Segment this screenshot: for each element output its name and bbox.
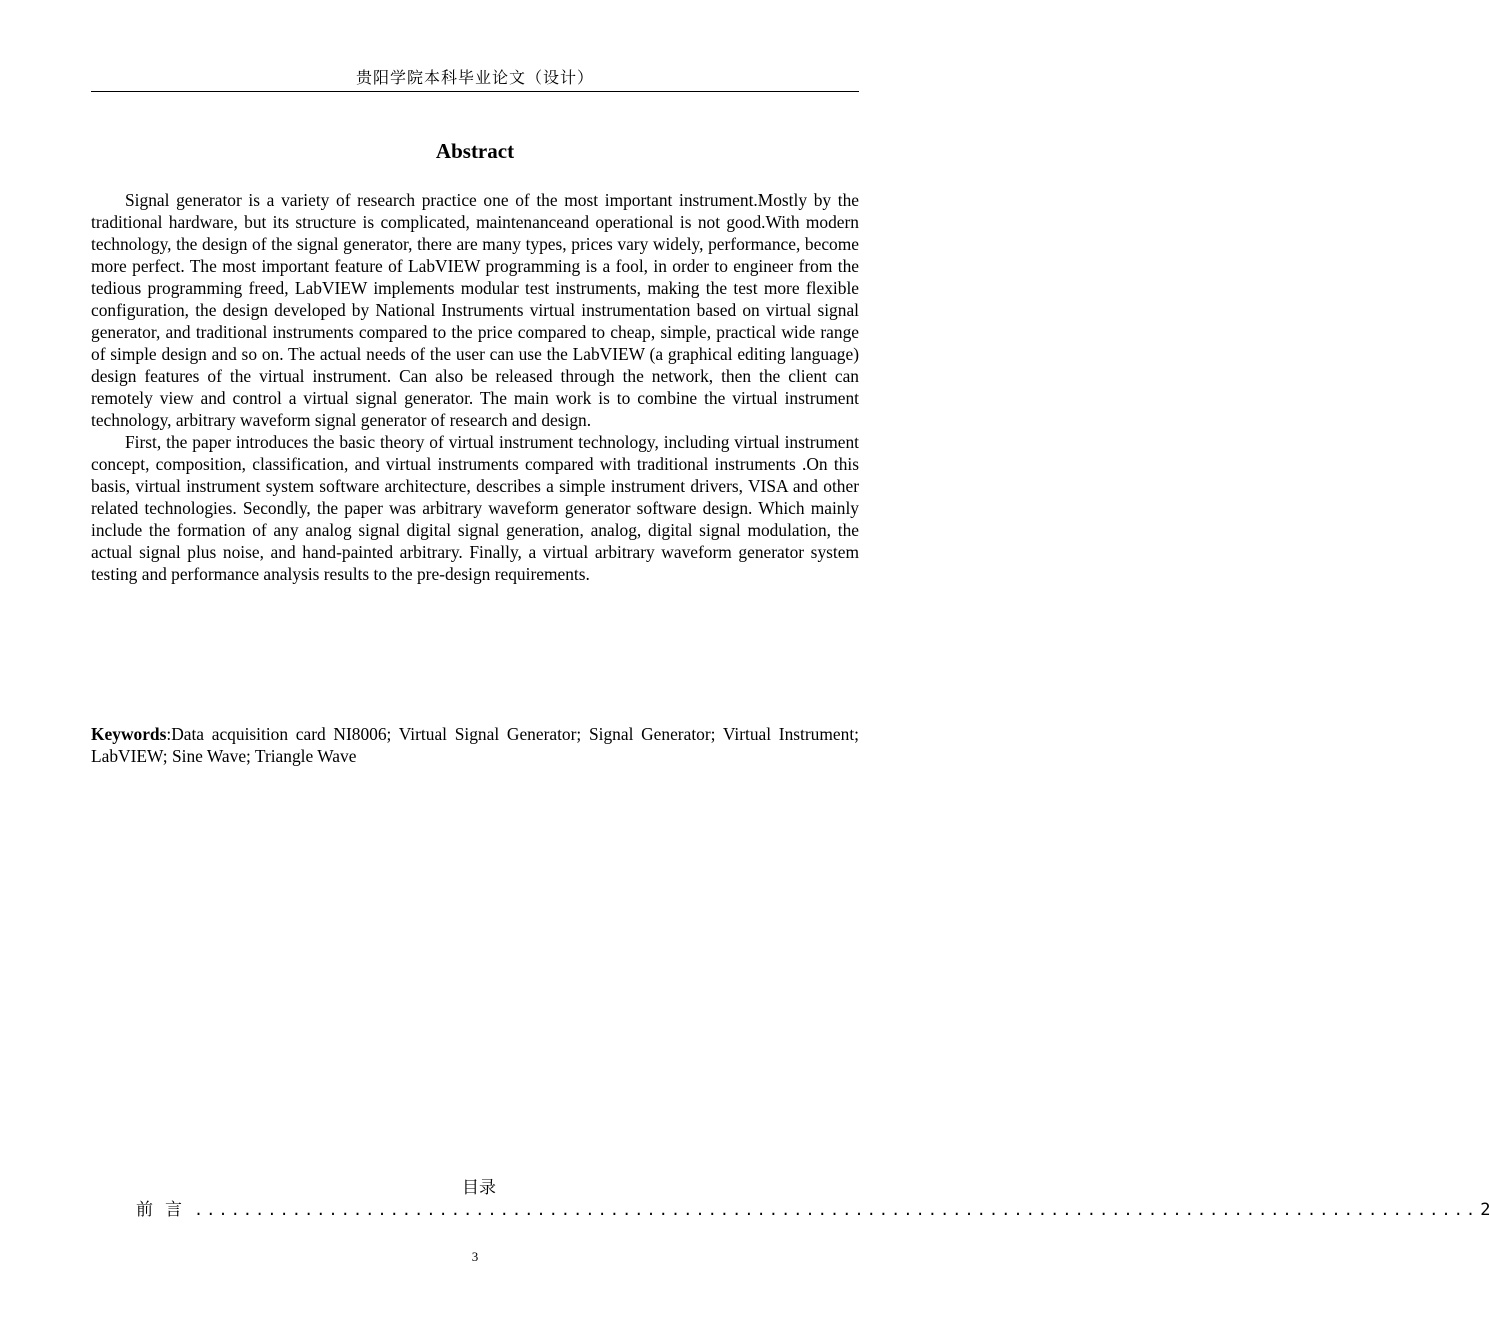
toc-entry-page: 2 bbox=[1480, 1200, 1490, 1220]
running-header: 贵阳学院本科毕业论文（设计） bbox=[355, 68, 594, 87]
toc-leader-dots: ......................................................................................................... bbox=[194, 1201, 1479, 1219]
keywords-text: :Data acquisition card NI8006; Virtual Signal Generator; Signal Generator; Virtual Instrument; LabVIEW; Sine Wave; Triangle Wave bbox=[91, 724, 859, 766]
page-number: 3 bbox=[471, 1249, 479, 1264]
header-divider bbox=[91, 91, 859, 92]
keywords-label: Keywords bbox=[91, 724, 167, 744]
toc-entry-preface[interactable] bbox=[136, 1198, 1490, 1222]
toc-title: 目录 bbox=[462, 1178, 496, 1198]
abstract-title: Abstract bbox=[435, 139, 515, 163]
keywords-section bbox=[91, 723, 859, 767]
abstract-paragraph-1: Signal generator is a variety of research practice one of the most important instrument.Mostly by the traditional hardware, but its structure is complicated, maintenanceand operational is not good.With modern technology, the design of the signal generator, there are many types, prices vary widely, performance, become more perfect. The most important feature of LabVIEW programming is a fool, in order to engineer from the tedious programming freed, LabVIEW implements modular test instruments, making the test more flexible configuration, the design developed by National Instruments virtual instrumentation based on virtual signal generator, and traditional instruments compared to the price compared to cheap, simple, practical wide range of simple design and so on. The actual needs of the user can use the LabVIEW (a graphical editing language) design features of the virtual instrument. Can also be released through the network, then the client can remotely view and control a virtual signal generator. The main work is to combine the virtual instrument technology, arbitrary waveform signal generator of research and design. bbox=[91, 190, 859, 430]
abstract-paragraph-2: First, the paper introduces the basic theory of virtual instrument technology, including virtual instrument concept, composition, classification, and virtual instruments compared with traditional instruments .On this basis, virtual instrument system software architecture, describes a simple instrument drivers, VISA and other related technologies. Secondly, the paper was arbitrary waveform generator software design. Which mainly include the formation of any analog signal digital signal generation, analog, digital signal modulation, the actual signal plus noise, and hand-painted arbitrary. Finally, a virtual arbitrary waveform generator system testing and performance analysis results to the pre-design requirements. bbox=[91, 432, 859, 584]
abstract-body bbox=[91, 189, 859, 585]
toc-entry-label: 前言 bbox=[136, 1200, 194, 1220]
